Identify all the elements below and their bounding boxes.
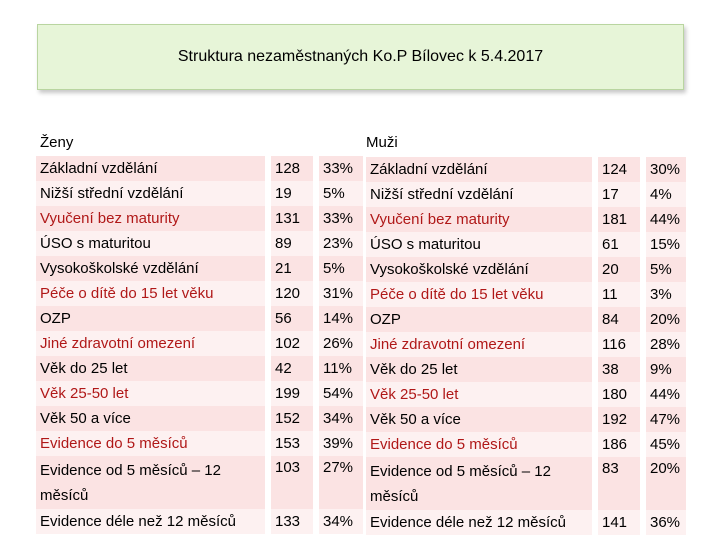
row-label: Jiné zdravotní omezení: [366, 332, 592, 357]
row-label: Základní vzdělání: [36, 156, 265, 181]
table-row: [366, 332, 686, 357]
women-heading: Ženy: [40, 134, 74, 151]
table-row: [36, 356, 363, 381]
row-count: 21: [271, 256, 313, 281]
table-row: [366, 207, 686, 232]
table-row: [36, 381, 363, 406]
row-percent: 39%: [319, 431, 363, 456]
row-count: 133: [271, 509, 313, 534]
row-count: 199: [271, 381, 313, 406]
row-label: Péče o dítě do 15 let věku: [36, 281, 265, 306]
row-label: Evidence od 5 měsíců – 12 měsíců: [366, 457, 592, 510]
table-row: [36, 181, 363, 206]
row-count: 153: [271, 431, 313, 456]
row-label: Věk 50 a více: [36, 406, 265, 431]
row-label: OZP: [36, 306, 265, 331]
table-row: [366, 510, 686, 535]
table-row: [366, 307, 686, 332]
row-count: 192: [598, 407, 640, 432]
row-count: 102: [271, 331, 313, 356]
row-label: Vysokoškolské vzdělání: [36, 256, 265, 281]
row-count: 61: [598, 232, 640, 257]
row-percent: 36%: [646, 510, 686, 535]
row-label: Evidence do 5 měsíců: [366, 432, 592, 457]
row-percent: 27%: [319, 456, 363, 509]
row-percent: 34%: [319, 406, 363, 431]
row-label: Věk do 25 let: [366, 357, 592, 382]
row-count: 131: [271, 206, 313, 231]
row-percent: 5%: [319, 256, 363, 281]
row-count: 128: [271, 156, 313, 181]
row-percent: 26%: [319, 331, 363, 356]
row-count: 84: [598, 307, 640, 332]
row-label: Evidence do 5 měsíců: [36, 431, 265, 456]
table-row: [36, 256, 363, 281]
row-label: Evidence déle než 12 měsíců: [36, 509, 265, 534]
row-label: Nižší střední vzdělání: [36, 181, 265, 206]
row-label: Vyučení bez maturity: [36, 206, 265, 231]
row-percent: 14%: [319, 306, 363, 331]
table-row: [36, 331, 363, 356]
row-percent: 33%: [319, 206, 363, 231]
row-count: 38: [598, 357, 640, 382]
row-percent: 9%: [646, 357, 686, 382]
row-label: Evidence od 5 měsíců – 12 měsíců: [36, 456, 265, 509]
table-row: [36, 509, 363, 534]
table-row: [36, 306, 363, 331]
table-row: [36, 431, 363, 456]
row-label: ÚSO s maturitou: [366, 232, 592, 257]
row-count: 103: [271, 456, 313, 509]
row-percent: 54%: [319, 381, 363, 406]
table-row: [366, 182, 686, 207]
row-label: OZP: [366, 307, 592, 332]
row-count: 124: [598, 157, 640, 182]
row-percent: 20%: [646, 457, 686, 510]
row-label: ÚSO s maturitou: [36, 231, 265, 256]
row-percent: 34%: [319, 509, 363, 534]
page-title: Struktura nezaměstnaných Ko.P Bílovec k 5.4.2017: [177, 48, 544, 65]
row-percent: 31%: [319, 281, 363, 306]
table-row: [366, 457, 686, 510]
row-count: 19: [271, 181, 313, 206]
table-row: [366, 257, 686, 282]
row-count: 17: [598, 182, 640, 207]
row-percent: 23%: [319, 231, 363, 256]
table-row: [36, 231, 363, 256]
row-label: Věk 25-50 let: [366, 382, 592, 407]
row-percent: 44%: [646, 207, 686, 232]
row-label: Základní vzdělání: [366, 157, 592, 182]
row-percent: 5%: [319, 181, 363, 206]
row-count: 42: [271, 356, 313, 381]
row-percent: 33%: [319, 156, 363, 181]
row-percent: 47%: [646, 407, 686, 432]
row-percent: 11%: [319, 356, 363, 381]
row-count: 11: [598, 282, 640, 307]
table-row: [366, 407, 686, 432]
table-row: [366, 157, 686, 182]
row-count: 152: [271, 406, 313, 431]
row-percent: 3%: [646, 282, 686, 307]
men-table: [366, 157, 686, 535]
row-count: 181: [598, 207, 640, 232]
table-row: [366, 232, 686, 257]
row-percent: 4%: [646, 182, 686, 207]
row-percent: 15%: [646, 232, 686, 257]
row-percent: 30%: [646, 157, 686, 182]
row-percent: 28%: [646, 332, 686, 357]
table-row: [36, 456, 363, 509]
row-label: Jiné zdravotní omezení: [36, 331, 265, 356]
table-row: [36, 206, 363, 231]
table-row: [366, 357, 686, 382]
row-label: Vysokoškolské vzdělání: [366, 257, 592, 282]
table-row: [366, 382, 686, 407]
row-percent: 45%: [646, 432, 686, 457]
row-count: 120: [271, 281, 313, 306]
men-heading: Muži: [366, 134, 398, 151]
row-count: 141: [598, 510, 640, 535]
row-label: Věk 25-50 let: [36, 381, 265, 406]
table-row: [36, 156, 363, 181]
row-count: 56: [271, 306, 313, 331]
row-count: 89: [271, 231, 313, 256]
title-box: [37, 24, 684, 90]
row-label: Evidence déle než 12 měsíců: [366, 510, 592, 535]
women-table: [36, 156, 363, 534]
row-count: 116: [598, 332, 640, 357]
row-label: Vyučení bez maturity: [366, 207, 592, 232]
row-label: Věk 50 a více: [366, 407, 592, 432]
row-count: 186: [598, 432, 640, 457]
row-percent: 20%: [646, 307, 686, 332]
table-row: [366, 282, 686, 307]
table-row: [366, 432, 686, 457]
table-row: [36, 281, 363, 306]
row-label: Péče o dítě do 15 let věku: [366, 282, 592, 307]
row-percent: 44%: [646, 382, 686, 407]
row-count: 83: [598, 457, 640, 510]
row-percent: 5%: [646, 257, 686, 282]
row-label: Věk do 25 let: [36, 356, 265, 381]
row-count: 20: [598, 257, 640, 282]
row-count: 180: [598, 382, 640, 407]
row-label: Nižší střední vzdělání: [366, 182, 592, 207]
table-row: [36, 406, 363, 431]
